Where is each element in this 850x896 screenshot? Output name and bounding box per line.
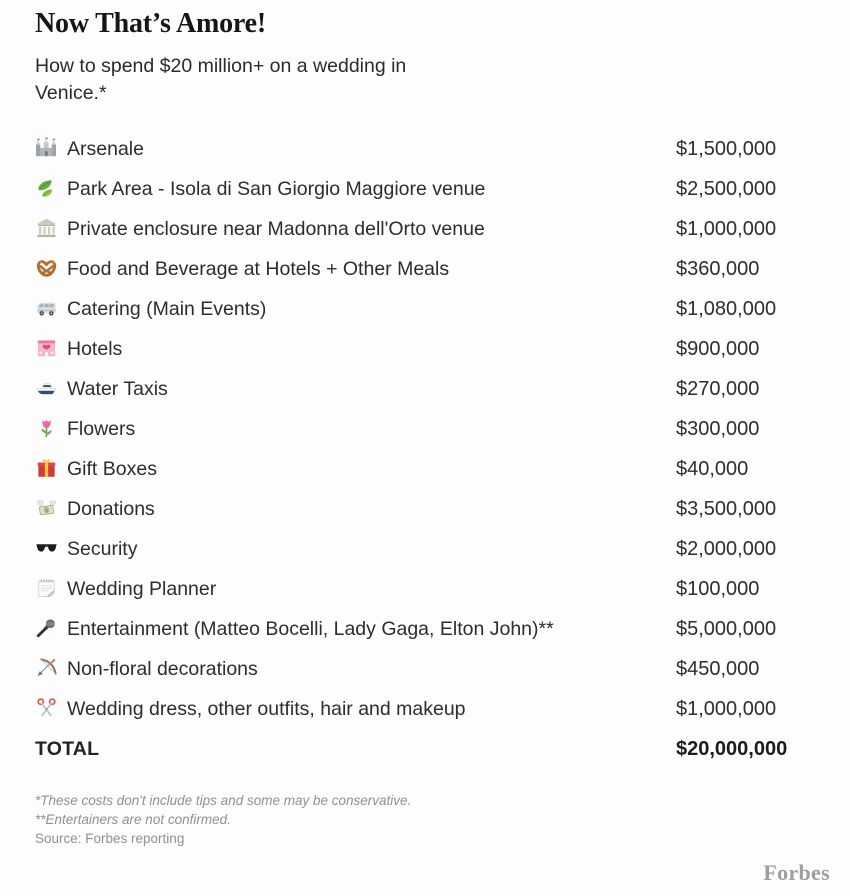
total-amount: $20,000,000: [676, 738, 788, 760]
expense-row-4: [35, 249, 802, 289]
expense-row-8: [35, 409, 802, 449]
expense-row-10: [35, 489, 802, 529]
sunglasses-icon: [35, 537, 58, 560]
expense-row-13: [35, 609, 802, 649]
expense-amount: $300,000: [676, 418, 760, 440]
expense-row-12: [35, 569, 802, 609]
expense-row-14: [35, 649, 802, 689]
leaf-icon: [35, 177, 58, 200]
expense-row-9: [35, 449, 802, 489]
expense-label: Entertainment (Matteo Bocelli, Lady Gaga, Elton John)**: [67, 618, 554, 640]
page-title: Now That’s Amore!: [35, 8, 266, 39]
expense-label: Donations: [67, 498, 155, 520]
expense-label: Park Area - Isola di San Giorgio Maggiore venue: [67, 178, 486, 200]
castle-icon: [35, 137, 58, 160]
pretzel-icon: [35, 257, 58, 280]
footnote-costs: *These costs don't include tips and some may be conservative.: [35, 793, 412, 808]
expense-row-1: [35, 129, 802, 169]
expense-row-6: [35, 329, 802, 369]
expense-amount: $1,500,000: [676, 138, 777, 160]
expense-label: Non-floral decorations: [67, 658, 258, 680]
expense-label: Catering (Main Events): [67, 298, 267, 320]
love-hotel-icon: [35, 337, 58, 360]
expense-amount: $1,000,000: [676, 218, 777, 240]
expense-amount: $5,000,000: [676, 618, 777, 640]
forbes-logo: Forbes: [763, 860, 830, 885]
expense-row-5: [35, 289, 802, 329]
expense-amount: $360,000: [676, 258, 760, 280]
van-icon: [35, 297, 58, 320]
expense-amount: $900,000: [676, 338, 760, 360]
scissors-icon: [35, 697, 58, 720]
expense-amount: $2,000,000: [676, 538, 777, 560]
total-row: [35, 729, 802, 769]
expense-table-rows: [35, 129, 802, 729]
total-label: TOTAL: [35, 738, 100, 760]
gift-icon: [35, 457, 58, 480]
expense-amount: $450,000: [676, 658, 760, 680]
expense-label: Food and Beverage at Hotels + Other Meals: [67, 258, 450, 280]
tulip-icon: [35, 417, 58, 440]
expense-label: Water Taxis: [67, 378, 168, 400]
expense-amount: $3,500,000: [676, 498, 777, 520]
expense-row-15: [35, 689, 802, 729]
page-subtitle: How to spend $20 million+ on a wedding in Venice.*: [35, 55, 407, 104]
expense-amount: $100,000: [676, 578, 760, 600]
spiral-notepad-icon: [35, 577, 58, 600]
expense-row-2: [35, 169, 802, 209]
footnote-entertainers: **Entertainers are not confirmed.: [35, 812, 231, 827]
expense-row-3: [35, 209, 802, 249]
bow-and-arrow-icon: [35, 657, 58, 680]
expense-label: Flowers: [67, 418, 136, 440]
footnotes: [35, 791, 802, 848]
expense-amount: $2,500,000: [676, 178, 777, 200]
expense-label: Private enclosure near Madonna dell'Orto venue: [67, 218, 485, 240]
expense-amount: $1,000,000: [676, 698, 777, 720]
expense-amount: $270,000: [676, 378, 760, 400]
expense-amount: $1,080,000: [676, 298, 777, 320]
expense-label: Arsenale: [67, 138, 144, 160]
expense-label: Gift Boxes: [67, 458, 157, 480]
classical-building-icon: [35, 217, 58, 240]
expense-row-11: [35, 529, 802, 569]
expense-amount: $40,000: [676, 458, 749, 480]
expense-label: Wedding dress, other outfits, hair and makeup: [67, 698, 466, 720]
expense-table: [35, 129, 802, 769]
microphone-icon: [35, 617, 58, 640]
motorboat-icon: [35, 377, 58, 400]
source-line: Source: Forbes reporting: [35, 831, 185, 846]
expense-label: Wedding Planner: [67, 578, 217, 600]
expense-label: Hotels: [67, 338, 123, 360]
expense-row-7: [35, 369, 802, 409]
expense-label: Security: [67, 538, 138, 560]
money-with-wings-icon: [35, 497, 58, 520]
